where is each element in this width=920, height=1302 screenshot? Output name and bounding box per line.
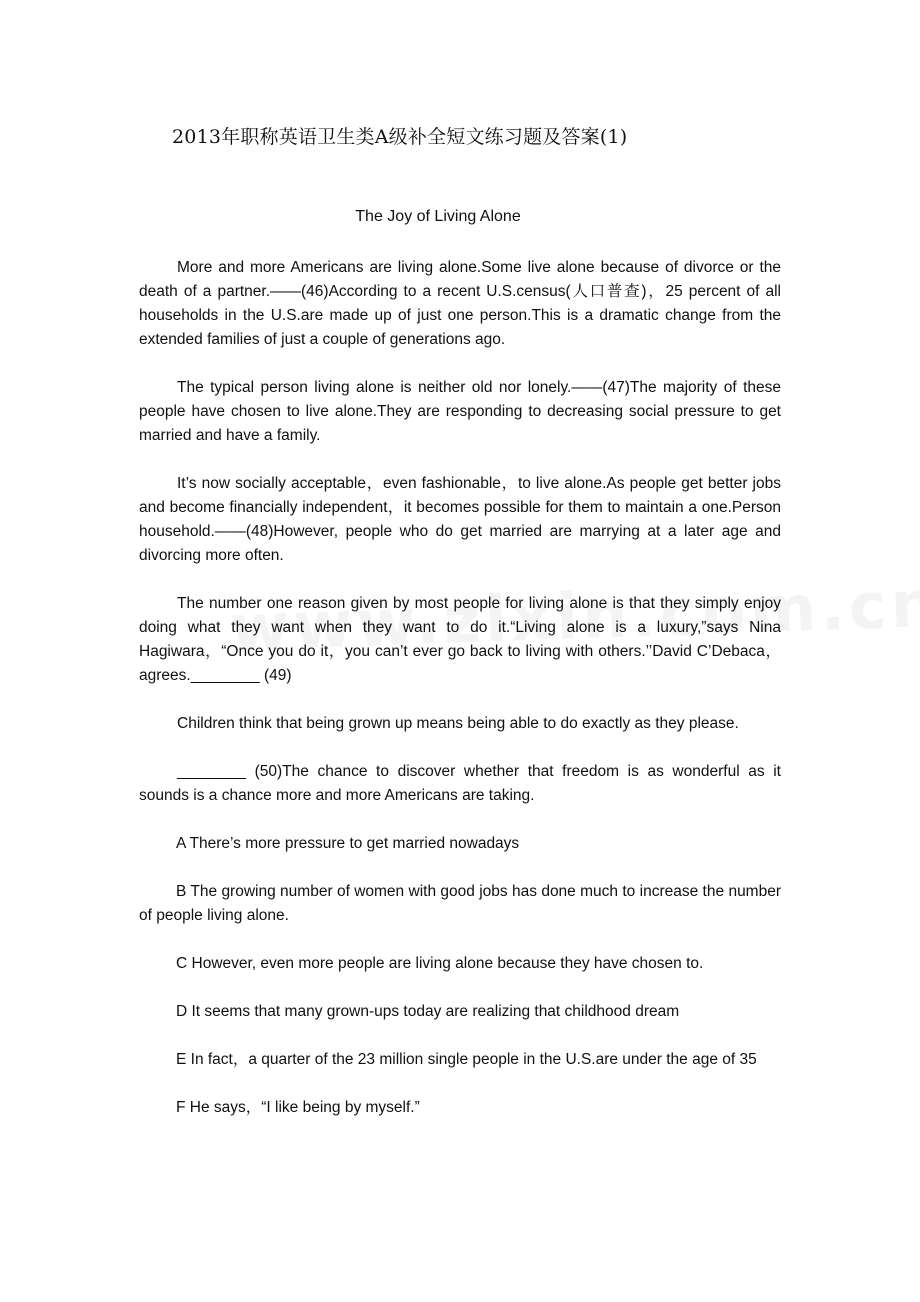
document-heading: 2013年职称英语卫生类A级补全短文练习题及答案(1): [172, 126, 628, 148]
paragraph-1: More and more Americans are living alone.Some live alone because of divorce or the death of a partner.——(46)According to a recent U.S.census(人口普查)，25 percent of all households in the U.S.are made up of just one person.This is a dramatic change from the extended families of just a couple of generations ago.: [139, 259, 781, 348]
paragraph-6: ________ (50)The chance to discover whether that freedom is as wonderful as it sounds is a chance more and more Americans are taking.: [139, 763, 781, 804]
paragraph-5: Children think that being grown up means being able to do exactly as they please.: [177, 715, 739, 732]
paragraph-2: The typical person living alone is neither old nor lonely.——(47)The majority of these people have chosen to live alone.They are responding to decreasing social pressure to get married and have a family.: [139, 379, 781, 444]
paragraph-4: The number one reason given by most people for living alone is that they simply enjoy doing what they want when they want to do it.“Living alone is a luxury,”says Nina Hagiwara，“Once you do it，you can’t ever go back to living with others.’’David C’Debaca，agrees.________ (49): [139, 595, 781, 684]
option-b: B The growing number of women with good jobs has done much to increase the number of people living alone.: [139, 883, 781, 924]
option-d: D It seems that many grown-ups today are realizing that childhood dream: [176, 1003, 680, 1020]
option-e: E In fact，a quarter of the 23 million single people in the U.S.are under the age of 35: [176, 1051, 757, 1068]
option-a: A There’s more pressure to get married nowadays: [176, 835, 520, 852]
paragraph-3: It’s now socially acceptable，even fashionable，to live alone.As people get better jobs and become financially independent，it becomes possible for them to maintain a one.Person household.——(48)However, people who do get married are marrying at a later age and divorcing more often.: [139, 475, 781, 564]
option-f: F He says，“I like being by myself.”: [176, 1099, 420, 1116]
option-c: C However, even more people are living alone because they have chosen to.: [176, 955, 704, 972]
article-body: [139, 256, 781, 1144]
article-title: The Joy of Living Alone: [355, 208, 521, 225]
